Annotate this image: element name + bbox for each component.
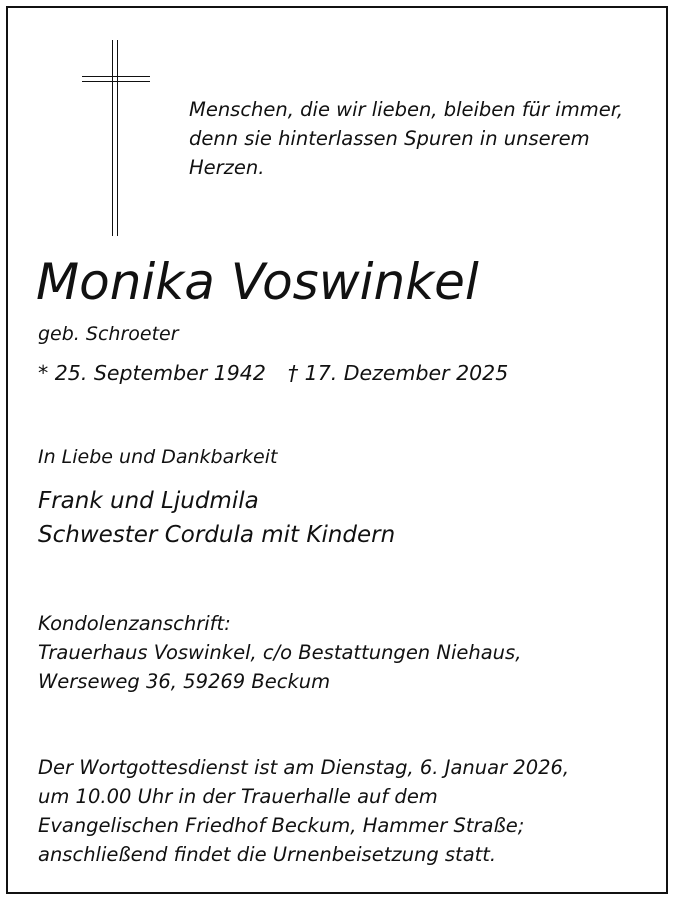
mourner-entry: Frank und Ljudmila (38, 488, 259, 514)
deceased-name: Monika Voswinkel (36, 253, 479, 311)
cross-horizontal-line-2 (82, 81, 150, 82)
life-dates (38, 359, 508, 387)
service-line: Evangelischen Friedhof Beckum, Hammer Straße; (38, 814, 525, 837)
mourners-list (38, 484, 395, 552)
quote-line: denn sie hinterlassen Spuren in unserem (189, 127, 590, 150)
condolence-address (38, 609, 521, 696)
condolence-line: Werseweg 36, 59269 Beckum (38, 670, 331, 693)
gratitude-line: In Liebe und Dankbarkeit (38, 446, 278, 468)
condolence-heading: Kondolenzanschrift: (38, 612, 231, 635)
cross-vertical-line-2 (117, 40, 118, 236)
service-info (38, 753, 569, 869)
death-date: † 17. Dezember 2025 (287, 361, 509, 385)
memorial-quote (189, 95, 649, 182)
service-line: anschließend findet die Urnenbeisetzung statt. (38, 843, 497, 866)
cross-vertical-line-1 (112, 40, 113, 236)
cross-icon (82, 40, 150, 236)
cross-horizontal-line-1 (82, 76, 150, 77)
birth-name: geb. Schroeter (38, 323, 179, 345)
service-line: Der Wortgottesdienst ist am Dienstag, 6. Januar 2026, (38, 756, 570, 779)
service-line: um 10.00 Uhr in der Trauerhalle auf dem (38, 785, 438, 808)
birth-date: * 25. September 1942 (38, 361, 266, 385)
mourner-entry: Schwester Cordula mit Kindern (38, 522, 396, 548)
quote-line: Herzen. (189, 156, 265, 179)
condolence-line: Trauerhaus Voswinkel, c/o Bestattungen Niehaus, (38, 641, 522, 664)
quote-line: Menschen, die wir lieben, bleiben für immer, (189, 98, 624, 121)
